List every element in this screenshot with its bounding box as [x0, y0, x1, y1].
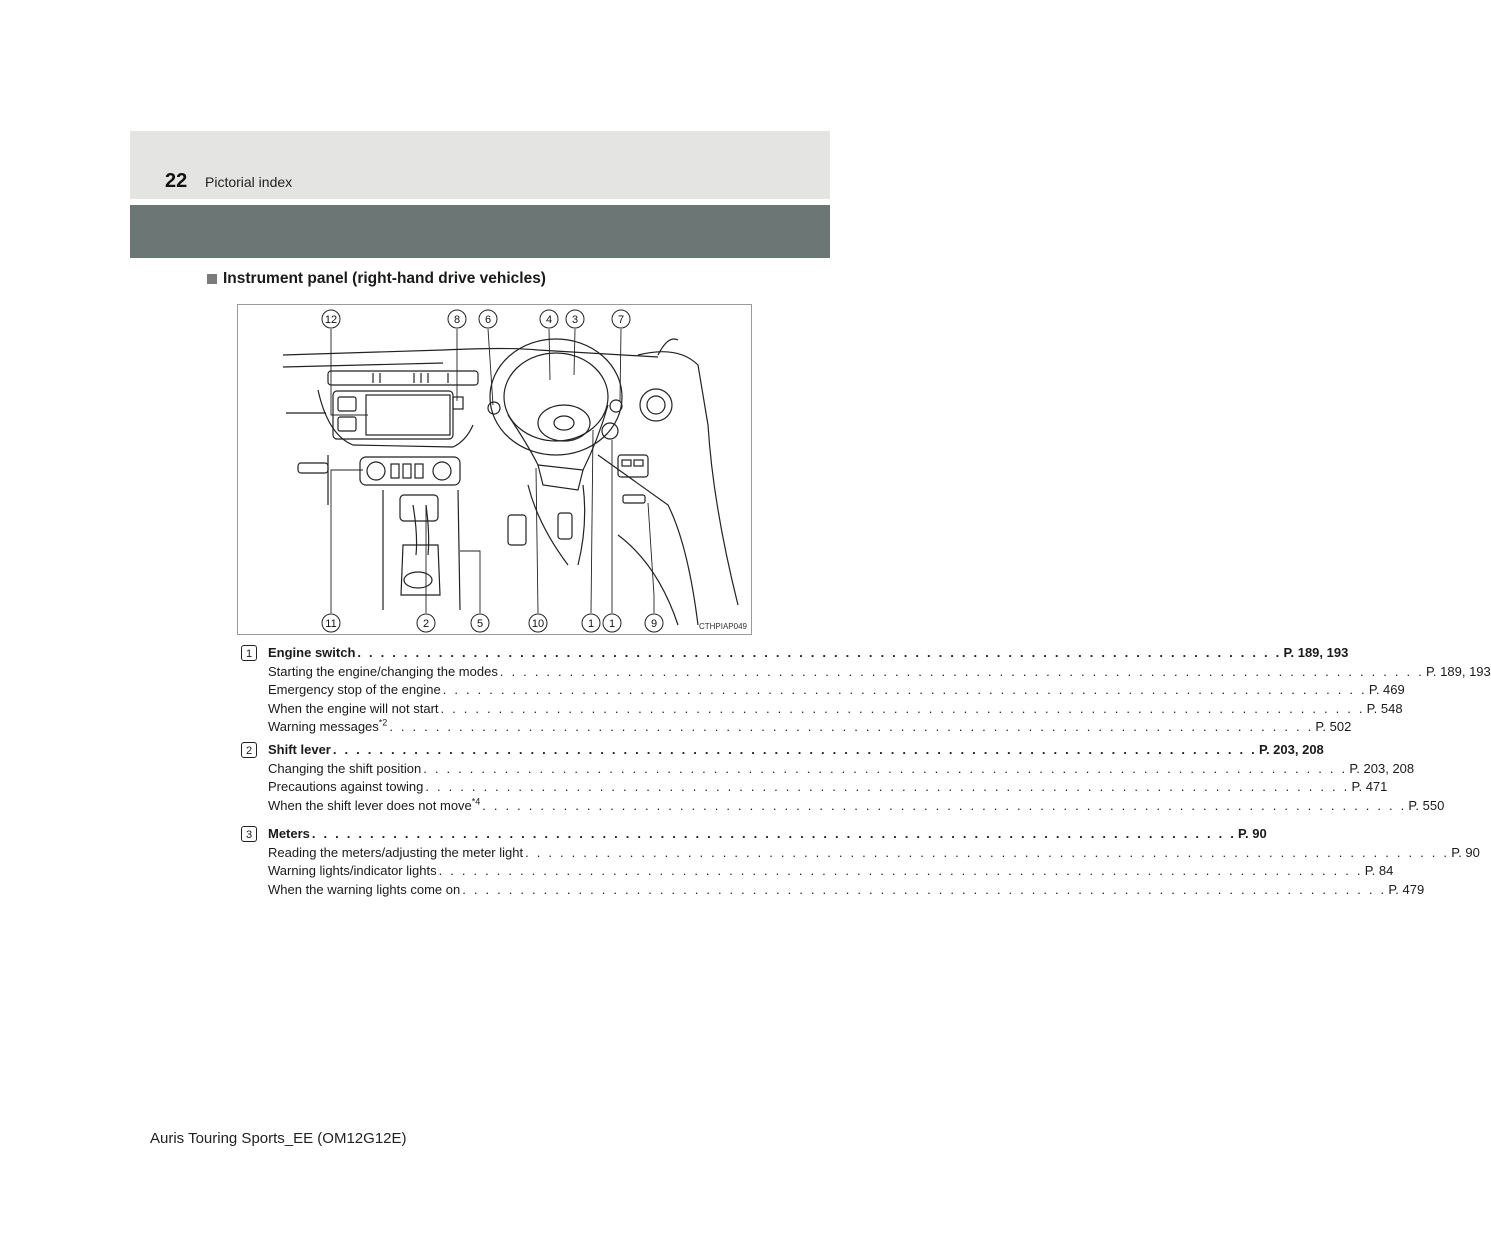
entry-subitem-row[interactable]: [268, 760, 1415, 779]
entry-subitem-row[interactable]: [268, 862, 1394, 881]
page-reference[interactable]: P. 189, 193: [1283, 645, 1349, 660]
footnote-marker: *4: [471, 796, 481, 807]
entry-title-row[interactable]: [268, 741, 1324, 760]
subsection-heading: [207, 270, 546, 288]
leader-dots: . . . . . . . . . . . . . . . . . . . . . . . . . . . . . . . . . . . . . . . . . . . . . . . . . . . . . . . . . . . . . . . . . . . . . . . . . . . . . . . .: [357, 645, 1282, 660]
leader-dots: . . . . . . . . . . . . . . . . . . . . . . . . . . . . . . . . . . . . . . . . . . . . . . . . . . . . . . . . . . . . . . . . . . . . . . . . . . . . . . . .: [462, 881, 1387, 897]
page-reference[interactable]: P. 479: [1388, 881, 1425, 897]
page-reference[interactable]: P. 471: [1351, 779, 1388, 794]
callout-5: [471, 614, 489, 632]
entry-label: [268, 797, 480, 816]
entry-number-badge: 2: [241, 742, 257, 758]
entry-label: [268, 778, 423, 797]
dashboard-drawing: [238, 305, 751, 634]
entry-label-text: Warning messages: [268, 719, 379, 734]
callout-6-label: 6: [484, 314, 492, 326]
callout-12-label: 12: [324, 314, 338, 326]
callout-7: [612, 310, 630, 328]
figure-code: CTHPIAP049: [698, 622, 747, 631]
entry-subitem-row[interactable]: [268, 700, 1403, 719]
leader-dots: . . . . . . . . . . . . . . . . . . . . . . . . . . . . . . . . . . . . . . . . . . . . . . . . . . . . . . . . . . . . . . . . . . . . . . . . . . . . . . . .: [332, 742, 1257, 757]
instrument-panel-illustration: [237, 304, 752, 635]
entry-title-row[interactable]: [268, 644, 1349, 663]
footer-model: Auris Touring Sports_EE (OM12G12E): [150, 1130, 407, 1147]
entry-label-text: When the warning lights come on: [268, 881, 461, 897]
entry-subitem-row[interactable]: [268, 796, 1445, 816]
leader-dots: . . . . . . . . . . . . . . . . . . . . . . . . . . . . . . . . . . . . . . . . . . . . . . . . . . . . . . . . . . . . . . . . . . . . . . . . . . . . . . . .: [499, 663, 1424, 679]
callout-1a-label: 1: [587, 618, 595, 630]
entry-label: [268, 825, 310, 844]
callout-4-label: 4: [545, 314, 553, 326]
callout-4: [540, 310, 558, 328]
entry-subitem-row[interactable]: [268, 881, 1425, 900]
subsection-heading-text: Instrument panel (right-hand drive vehicles): [223, 270, 546, 287]
callout-6: [479, 310, 497, 328]
callout-10-label: 10: [531, 618, 545, 630]
leader-dots: . . . . . . . . . . . . . . . . . . . . . . . . . . . . . . . . . . . . . . . . . . . . . . . . . . . . . . . . . . . . . . . . . . . . . . . . . . . . . . . .: [425, 779, 1350, 794]
callout-12: [322, 310, 340, 328]
entry-subitem-row[interactable]: [268, 717, 1352, 737]
callout-8: [448, 310, 466, 328]
entry-title-row[interactable]: [268, 825, 1267, 844]
callout-1b: [603, 614, 621, 632]
entry-label-text: Starting the engine/changing the modes: [268, 663, 498, 679]
entry-label-text: Reading the meters/adjusting the meter light: [268, 844, 524, 860]
page-reference[interactable]: P. 90: [1238, 826, 1267, 841]
entry-subitem-row[interactable]: [268, 681, 1405, 700]
callout-9-label: 9: [650, 618, 658, 630]
page-reference[interactable]: P. 550: [1408, 797, 1445, 813]
entry-subitem-row[interactable]: [268, 663, 1491, 682]
entry-label-text: When the shift lever does not move: [268, 797, 472, 813]
entry-label-text: Meters: [268, 826, 310, 841]
callout-1b-label: 1: [608, 618, 616, 630]
entry-label: [268, 700, 439, 719]
entry-label: [268, 760, 421, 779]
entry-label: [268, 718, 387, 737]
page-reference[interactable]: P. 203, 208: [1258, 742, 1324, 757]
leader-dots: . . . . . . . . . . . . . . . . . . . . . . . . . . . . . . . . . . . . . . . . . . . . . . . . . . . . . . . . . . . . . . . . . . . . . . . . . . . . . . . .: [438, 863, 1363, 878]
callout-1a: [582, 614, 600, 632]
entry-number-badge: 1: [241, 645, 257, 661]
entry-label-text: Precautions against towing: [268, 779, 424, 794]
entry-label-text: Engine switch: [268, 645, 356, 660]
callout-8-label: 8: [453, 314, 461, 326]
page-reference[interactable]: P. 469: [1368, 682, 1405, 697]
callout-3: [566, 310, 584, 328]
entry-label-text: Shift lever: [268, 742, 331, 757]
callout-11: [322, 614, 340, 632]
callout-10: [529, 614, 547, 632]
entry-label: [268, 644, 355, 663]
page-reference[interactable]: P. 502: [1315, 719, 1352, 734]
section-band: [130, 205, 830, 258]
entry-label: [268, 681, 441, 700]
square-bullet-icon: [207, 274, 217, 284]
callout-3-label: 3: [571, 314, 579, 326]
entry-label-text: Changing the shift position: [268, 760, 422, 776]
entry-subitem-row[interactable]: [268, 844, 1480, 863]
page-reference[interactable]: P. 84: [1364, 863, 1394, 878]
leader-dots: . . . . . . . . . . . . . . . . . . . . . . . . . . . . . . . . . . . . . . . . . . . . . . . . . . . . . . . . . . . . . . . . . . . . . . . . . . . . . . . .: [389, 719, 1314, 734]
page-number: 22: [165, 170, 188, 192]
entry-label: [268, 844, 523, 863]
footnote-marker: *2: [378, 717, 388, 728]
leader-dots: . . . . . . . . . . . . . . . . . . . . . . . . . . . . . . . . . . . . . . . . . . . . . . . . . . . . . . . . . . . . . . . . . . . . . . . . . . . . . . . .: [482, 797, 1407, 813]
page-reference[interactable]: P. 90: [1451, 844, 1480, 860]
leader-dots: . . . . . . . . . . . . . . . . . . . . . . . . . . . . . . . . . . . . . . . . . . . . . . . . . . . . . . . . . . . . . . . . . . . . . . . . . . . . . . . .: [440, 700, 1365, 716]
entry-label: [268, 862, 437, 881]
callout-2-label: 2: [422, 618, 430, 630]
callout-2: [417, 614, 435, 632]
leader-dots: . . . . . . . . . . . . . . . . . . . . . . . . . . . . . . . . . . . . . . . . . . . . . . . . . . . . . . . . . . . . . . . . . . . . . . . . . . . . . . . .: [311, 826, 1237, 841]
entry-subitem-row[interactable]: [268, 778, 1388, 797]
callout-9: [645, 614, 663, 632]
entry-number-badge: 3: [241, 826, 257, 842]
callout-7-label: 7: [617, 314, 625, 326]
leader-dots: . . . . . . . . . . . . . . . . . . . . . . . . . . . . . . . . . . . . . . . . . . . . . . . . . . . . . . . . . . . . . . . . . . . . . . . . . . . . . . . .: [423, 760, 1348, 776]
page-reference[interactable]: P. 548: [1366, 700, 1403, 716]
page-reference[interactable]: P. 203, 208: [1349, 760, 1415, 776]
entry-label-text: Warning lights/indicator lights: [268, 863, 437, 878]
callout-11-label: 11: [325, 618, 337, 630]
leader-dots: . . . . . . . . . . . . . . . . . . . . . . . . . . . . . . . . . . . . . . . . . . . . . . . . . . . . . . . . . . . . . . . . . . . . . . . . . . . . . . . .: [442, 682, 1367, 697]
entry-label-text: When the engine will not start: [268, 700, 439, 716]
entry-label: [268, 881, 460, 900]
entry-label-text: Emergency stop of the engine: [268, 682, 441, 697]
section-title: Pictorial index: [205, 174, 293, 190]
leader-dots: . . . . . . . . . . . . . . . . . . . . . . . . . . . . . . . . . . . . . . . . . . . . . . . . . . . . . . . . . . . . . . . . . . . . . . . . . . . . . . . .: [525, 844, 1450, 860]
entry-label: [268, 663, 498, 682]
entry-label: [268, 741, 331, 760]
callout-5-label: 5: [476, 618, 484, 630]
page-reference[interactable]: P. 189, 193: [1425, 663, 1491, 679]
